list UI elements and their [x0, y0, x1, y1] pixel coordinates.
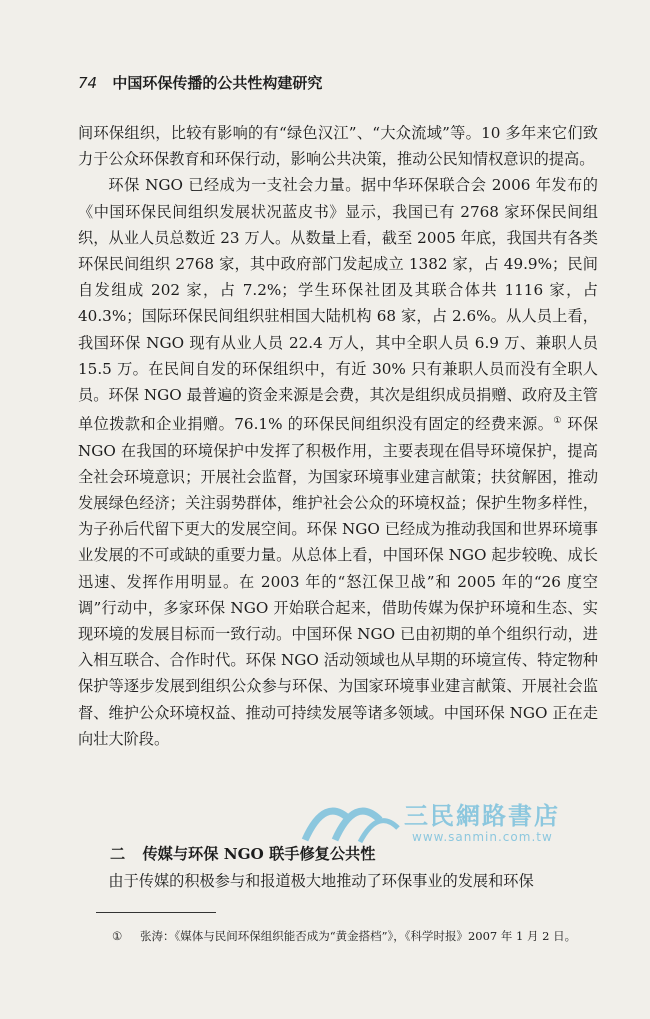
section-number: 二 [110, 845, 126, 863]
running-header [78, 72, 598, 93]
watermark-name: 三民網路書店 [404, 802, 560, 830]
watermark-logo-icon [300, 790, 400, 850]
paragraph [78, 172, 598, 752]
section-first-line: 由于传媒的积极参与和报道极大地推动了环保事业的发展和环保 [108, 872, 534, 890]
footnote-reference: ① [553, 416, 562, 427]
paragraph: 间环保组织，比较有影响的有“绿色汉江”、“大众流域”等。10 多年来它们致力于公众环保教育和环保行动，影响公共决策，推动公民知情权意识的提高。 [78, 124, 598, 169]
footnote-marker: ① [112, 929, 123, 943]
page-number: 74 [78, 74, 98, 92]
footnote-text: 张涛：《媒体与民间环保组织能否成为“黄金搭档”》，《科学时报》2007 年 1 月 2 日。 [139, 929, 577, 943]
watermark-url: www.sanmin.com.tw [412, 830, 553, 844]
footnote-divider [96, 912, 216, 913]
section-title: 传媒与环保 NGO 联手修复公共性 [142, 845, 376, 863]
footnote [112, 928, 612, 944]
paragraph-text: 环保 NGO 在我国的环境保护中发挥了积极作用，主要表现在倡导环境保护，提高全社会环境意识；开展社会监督，为国家环境事业建言献策；扶贫解困，推动发展绿色经济；关注弱势群体，维护社会公众的环境权益；保护生物多样性，为子孙后代留下更大的发展空间。环保 NGO 已经成为推动我国和世界环境事业发展的不可或缺的重要力量。从总体上看，中国环保 NGO 起步较晚、成长迅速、发挥作用明显。在 2003 年的“怒江保卫战”和 2005 年的“26 度空调”行动中，多家环保 NGO 开始联合起来，借助传媒为保护环境和生态、实现环境的发展目标而一致行动。中国环保 NGO 已由初期的单个组织行动，进入相互联合、合作时代。环保 NGO 活动领域也从早期的环境宣传、特定物种保护等逐步发展到组织公众参与环保、为国家环境事业建言献策、开展社会监督、维护公众环境权益、推动可持续发展等诸多领域。中国环保 NGO 正在走向壮大阶段。 [78, 415, 599, 748]
paragraph-text: 环保 NGO 已经成为一支社会力量。据中华环保联合会 2006 年发布的《中国环保民间组织发展状况蓝皮书》显示，我国已有 2768 家环保民间组织，从业人员总数近 23 万人。从数量上看，截至 2005 年底，我国共有各类环保民间组织 2768 家，其中政府部门发起成立 1382 家，占 49.9%；民间自发组成 202 家，占 7.2%；学生环保社团及其联合体共 1116 家，占 40.3%；国际环保民间组织驻相国大陆机构 68 家，占 2.6%。从人员上看，我国环保 NGO 现有从业人员 22.4 万人，其中全职人员 6.9 万、兼职人员 15.5 万。在民间自发的环保组织中，有近 30% 只有兼职人员而没有全职人员。环保 NGO 最普遍的资金来源是会费，其次是组织成员捐赠、政府及主管单位拨款和企业捐赠。76.1% 的环保民间组织没有固定的经费来源。 [78, 176, 598, 434]
running-title: 中国环保传播的公共性构建研究 [112, 74, 323, 92]
watermark [300, 790, 620, 880]
body-text [78, 120, 598, 752]
